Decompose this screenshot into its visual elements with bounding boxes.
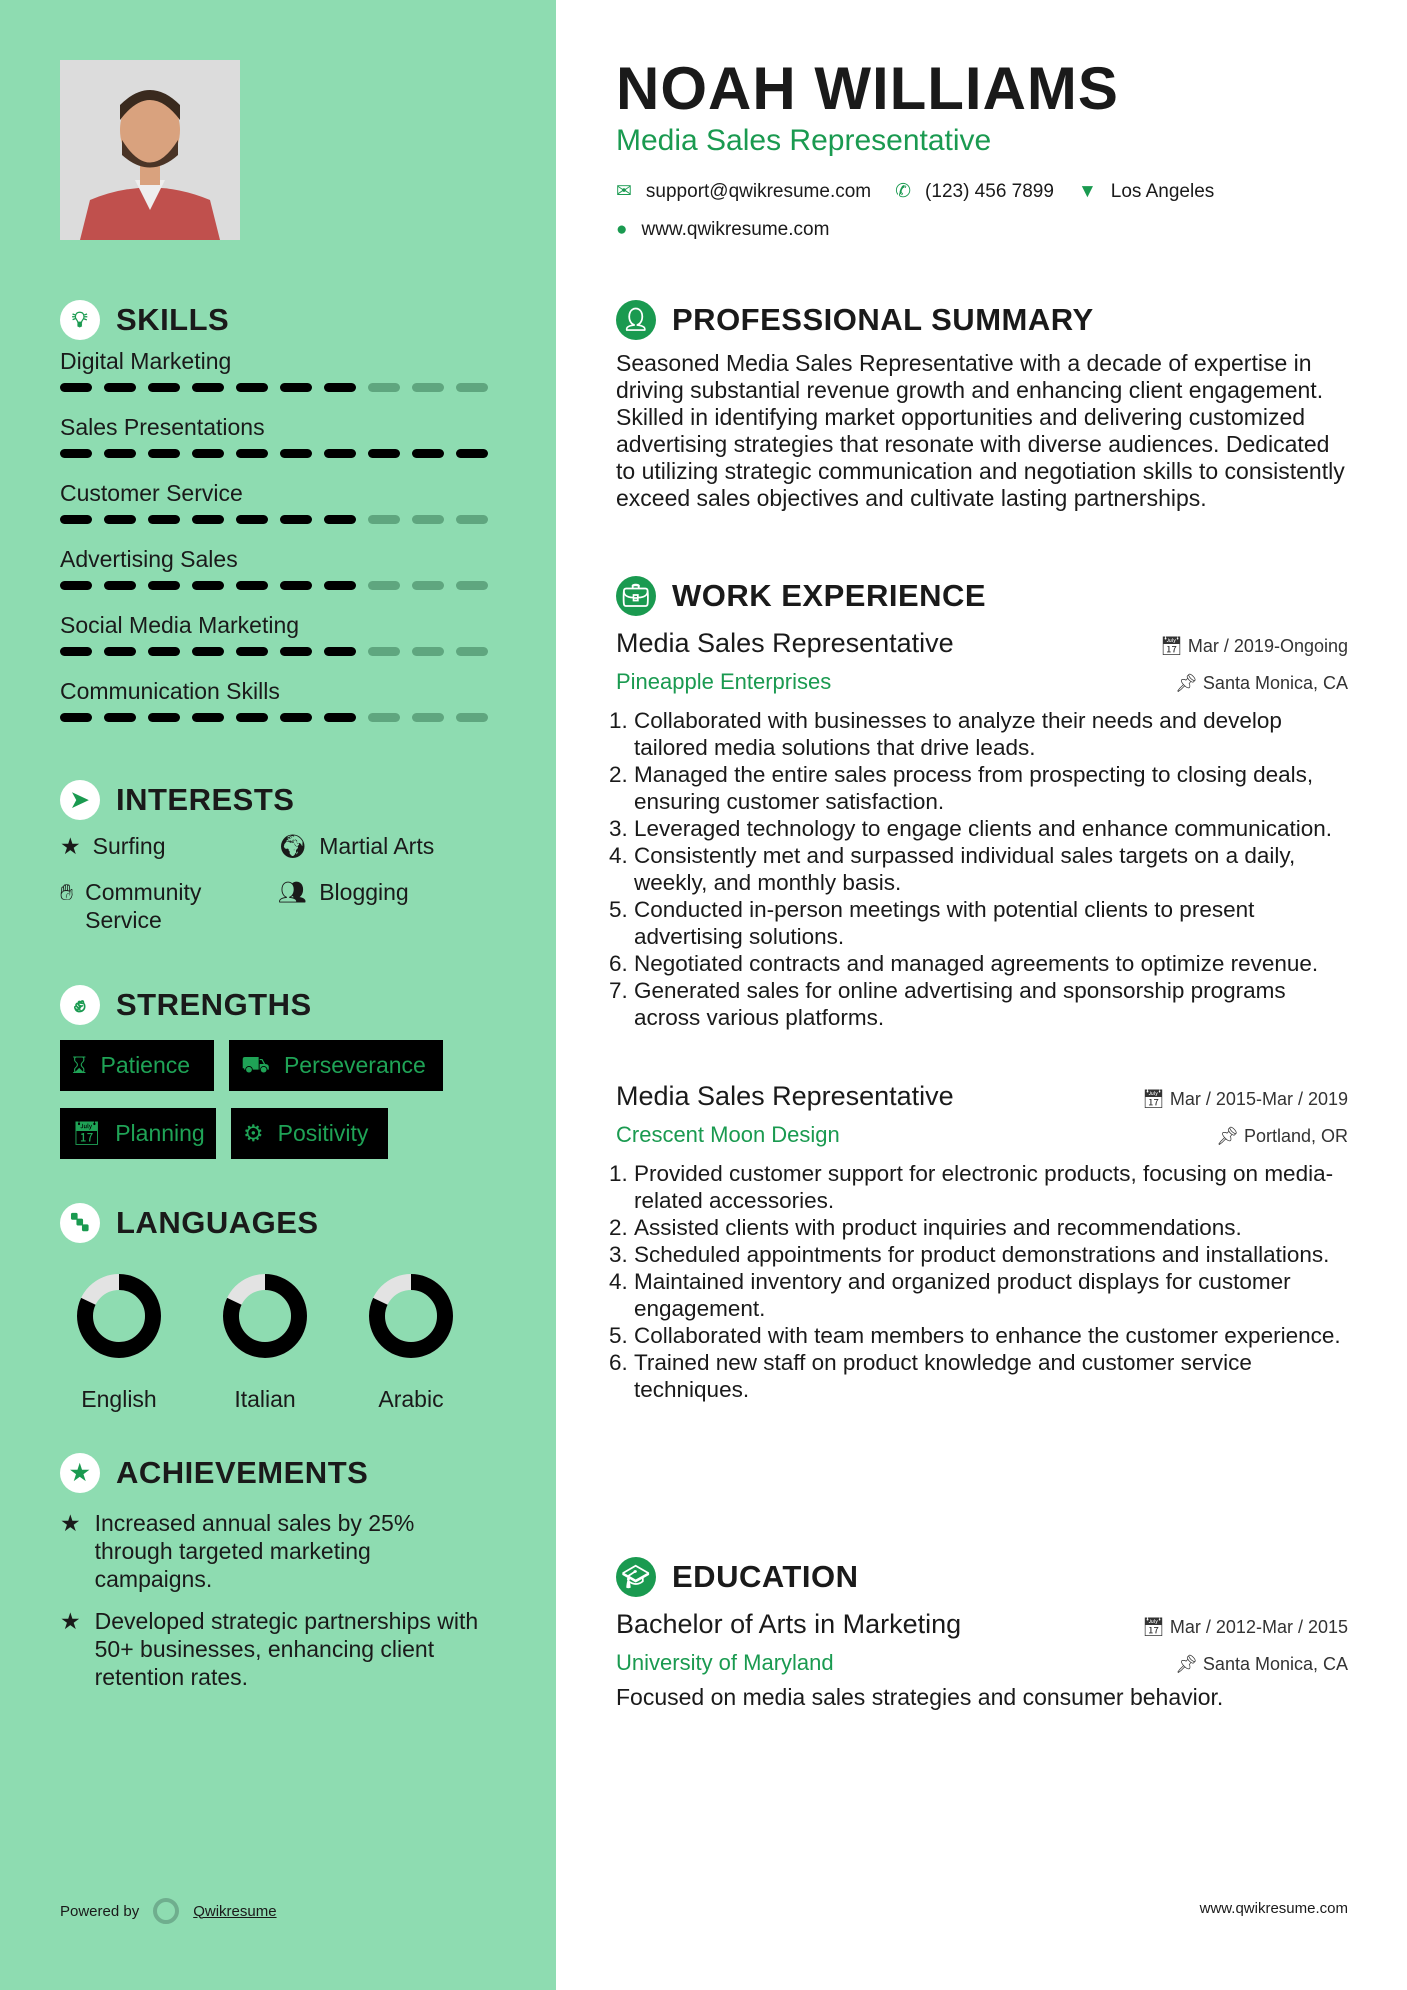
skill-dash <box>192 515 224 524</box>
skill-dash <box>280 713 312 722</box>
job-bullets <box>616 707 1348 1031</box>
language-item <box>195 1268 335 1413</box>
name: NOAH WILLIAMS <box>616 55 1119 122</box>
skill-dash <box>456 647 488 656</box>
skill-dash <box>192 383 224 392</box>
skill-dash <box>236 449 268 458</box>
skill-dash <box>280 515 312 524</box>
job-bullet: 4. Consistently met and surpassed individual sales targets on a daily, weekly, and monthly basis. <box>634 842 1348 896</box>
skill-dash <box>236 647 268 656</box>
phone-icon: ✆ <box>895 181 912 202</box>
job-bullet: 5. Conducted in-person meetings with potential clients to present advertising solutions. <box>634 896 1348 950</box>
website-row <box>616 219 1348 241</box>
skill-dash <box>104 713 136 722</box>
job-bullet: 3. Leveraged technology to engage clients and enhance communication. <box>634 815 1348 842</box>
job-dates: 📅︎ Mar / 2019-Ongoing <box>1160 636 1348 656</box>
interest-item: ★ Surfing <box>60 833 166 859</box>
job-bullet: 3. Scheduled appointments for product demonstrations and installations. <box>634 1241 1348 1268</box>
skill-dash <box>456 713 488 722</box>
qwikresume-logo-icon <box>153 1898 179 1924</box>
skill-label: Advertising Sales <box>60 546 238 572</box>
skill-dash <box>412 383 444 392</box>
skill-dash <box>236 383 268 392</box>
education-dates: 📅︎ Mar / 2012-Mar / 2015 <box>1142 1617 1348 1637</box>
skill-level-bar <box>60 515 510 524</box>
calendar-icon: 📅︎ <box>72 1120 102 1146</box>
calendar-icon: 📅︎ <box>1142 1089 1165 1109</box>
skill-label: Social Media Marketing <box>60 612 300 638</box>
skill-label: Customer Service <box>60 480 243 506</box>
achievements-section <box>60 1453 490 1705</box>
job-bullet: 6. Trained new staff on product knowledge and customer service techniques. <box>634 1349 1348 1403</box>
language-item <box>341 1268 481 1413</box>
strength-badge: 📅︎ Planning <box>60 1108 216 1159</box>
skill-level-bar <box>60 581 510 590</box>
skill-dash <box>236 515 268 524</box>
sun-icon: ⚙ <box>243 1120 264 1146</box>
languages-heading: 🔤︎ LANGUAGES <box>60 1203 319 1243</box>
skill-dash <box>104 383 136 392</box>
summary-heading: 👤︎ PROFESSIONAL SUMMARY <box>616 300 1348 340</box>
skill-dash <box>368 647 400 656</box>
skill-dash <box>148 383 180 392</box>
hourglass-icon: ⌛︎ <box>72 1052 87 1078</box>
job-bullet: 2. Assisted clients with product inquiries and recommendations. <box>634 1214 1348 1241</box>
interests-heading: ➤ INTERESTS <box>60 780 510 820</box>
job-bullet: 4. Maintained inventory and organized product displays for customer engagement. <box>634 1268 1348 1322</box>
skill-dash <box>412 713 444 722</box>
interest-item: ✋︎ Community Service <box>60 879 202 933</box>
road-icon: ⛟︎ <box>241 1050 270 1077</box>
job-title: Media Sales Representative <box>616 124 992 157</box>
education-section <box>616 1557 1348 1711</box>
interests-section <box>60 780 510 933</box>
skill-dash <box>236 713 268 722</box>
language-label: Arabic <box>378 1386 444 1412</box>
summary-text: Seasoned Media Sales Representative with a decade of expertise in driving substantial revenue growth and enhancing client engagement. Skilled in identifying market opportunities and delivering customized advertising strategies that resonate with diverse audiences. Dedicated to utilizing strategic communication and negotiation skills to consistently exceed sales objectives and cultivate lasting partnerships. <box>616 350 1345 511</box>
fist-icon: ✊︎ <box>60 985 100 1025</box>
skill-dash <box>148 647 180 656</box>
profile-photo <box>60 60 240 240</box>
job-bullet: 2. Managed the entire sales process from prospecting to closing deals, ensuring customer satisfaction. <box>634 761 1348 815</box>
education-location: 📌︎ Santa Monica, CA <box>1175 1654 1348 1674</box>
skill-dash <box>280 383 312 392</box>
skill-dash <box>456 449 488 458</box>
skill-dash <box>412 515 444 524</box>
email-link[interactable]: support@qwikresume.com <box>645 180 872 202</box>
experience-heading: 💼︎ WORK EXPERIENCE <box>616 576 1348 616</box>
achievement-item: ★ Increased annual sales by 25% through targeted marketing campaigns. <box>60 1510 415 1592</box>
company: Crescent Moon Design <box>616 1122 840 1147</box>
skill-dash <box>368 581 400 590</box>
header <box>616 56 1348 241</box>
language-donut <box>217 1268 313 1364</box>
star-icon: ★ <box>60 1608 81 1634</box>
pin-icon: 📌︎ <box>1175 673 1198 693</box>
job-title: Media Sales Representative <box>616 1081 954 1111</box>
skill-level-bar <box>60 647 510 656</box>
skill-label: Communication Skills <box>60 678 280 704</box>
interest-item: 🌍︎ Martial Arts <box>278 833 435 859</box>
skill-label: Sales Presentations <box>60 414 265 440</box>
users-icon: 👥︎ <box>278 879 308 905</box>
skill-dash <box>104 449 136 458</box>
graduation-icon: 🎓︎ <box>616 1557 656 1597</box>
skill-dash <box>148 713 180 722</box>
skill-dash <box>192 449 224 458</box>
skill-dash <box>104 515 136 524</box>
degree: Bachelor of Arts in Marketing <box>616 1609 962 1639</box>
language-label: Italian <box>234 1386 296 1412</box>
language-item <box>49 1268 189 1413</box>
footer-website[interactable]: www.qwikresume.com <box>1199 1900 1348 1917</box>
school: University of Maryland <box>616 1650 834 1675</box>
skill-dash <box>456 515 488 524</box>
globe-icon: ● <box>616 219 628 240</box>
skill-dash <box>368 713 400 722</box>
skill-dash <box>368 383 400 392</box>
hand-icon: ✋︎ <box>60 879 74 905</box>
skill-dash <box>412 647 444 656</box>
strength-badge: ⛟︎ Perseverance <box>229 1040 443 1091</box>
summary-section <box>616 300 1348 512</box>
pin-icon: 📌︎ <box>1216 1126 1239 1146</box>
skill-dash <box>412 581 444 590</box>
job-bullet: 7. Generated sales for online advertising and sponsorship programs across various platforms. <box>634 977 1348 1031</box>
skill-label: Digital Marketing <box>60 348 232 374</box>
job-location: 📌︎ Santa Monica, CA <box>1175 673 1348 693</box>
interest-item: 👥︎ Blogging <box>278 879 409 905</box>
language-donut <box>363 1268 459 1364</box>
skill-dash <box>148 449 180 458</box>
skill-dash <box>60 713 92 722</box>
language-donut <box>71 1268 167 1364</box>
company: Pineapple Enterprises <box>616 669 832 694</box>
skill-dash <box>60 515 92 524</box>
skill-dash <box>368 515 400 524</box>
education-text: Focused on media sales strategies and consumer behavior. <box>616 1684 1224 1710</box>
website-link[interactable]: www.qwikresume.com <box>641 219 830 240</box>
calendar-icon: 📅︎ <box>1160 636 1183 656</box>
skill-dash <box>324 383 356 392</box>
qwikresume-link[interactable]: Qwikresume <box>193 1902 277 1920</box>
globe-icon: 🌍︎ <box>278 833 308 859</box>
job-entry <box>616 628 1348 1031</box>
skill-dash <box>324 449 356 458</box>
star-icon: ★ <box>60 833 81 859</box>
job-title: Media Sales Representative <box>616 628 954 658</box>
skill-dash <box>456 383 488 392</box>
star-icon: ★ <box>60 1510 81 1536</box>
skill-dash <box>60 383 92 392</box>
location: Los Angeles <box>1110 180 1215 202</box>
skill-dash <box>324 713 356 722</box>
language-label: English <box>81 1386 157 1412</box>
skill-dash <box>148 581 180 590</box>
achievements-heading: ★ ACHIEVEMENTS <box>60 1453 490 1493</box>
translate-icon: 🔤︎ <box>60 1203 100 1243</box>
strength-badge: ⚙ Positivity <box>231 1108 388 1159</box>
skill-dash <box>280 581 312 590</box>
skill-dash <box>324 515 356 524</box>
skill-dash <box>60 449 92 458</box>
skills-heading: 💡︎ SKILLS <box>60 300 510 340</box>
skill-dash <box>104 647 136 656</box>
education-heading: 🎓︎ EDUCATION <box>616 1557 1348 1597</box>
job-entry <box>616 1081 1348 1403</box>
job-bullet: 1. Collaborated with businesses to analyze their needs and develop tailored media solutions that drive leads. <box>634 707 1348 761</box>
user-icon: 👤︎ <box>616 300 656 340</box>
skill-dash <box>60 581 92 590</box>
skill-dash <box>192 713 224 722</box>
location-icon: ▼ <box>1077 180 1097 202</box>
contact-row <box>616 180 1348 203</box>
paper-plane-icon: ➤ <box>60 780 100 820</box>
job-bullets <box>616 1160 1348 1403</box>
achievement-item: ★ Developed strategic partnerships with 50+ businesses, enhancing client retention rates. <box>60 1608 479 1690</box>
strengths-heading: ✊︎ STRENGTHS <box>60 985 312 1025</box>
skill-dash <box>280 647 312 656</box>
skill-dash <box>368 449 400 458</box>
skill-dash <box>148 515 180 524</box>
star-badge-icon: ★ <box>60 1453 100 1493</box>
skill-dash <box>280 449 312 458</box>
skills-list <box>60 348 510 722</box>
skill-level-bar <box>60 449 510 458</box>
skill-dash <box>324 581 356 590</box>
skill-dash <box>412 449 444 458</box>
experience-section <box>616 576 1348 1453</box>
skill-dash <box>192 647 224 656</box>
skill-dash <box>60 647 92 656</box>
skill-dash <box>236 581 268 590</box>
job-bullet: 1. Provided customer support for electronic products, focusing on media-related accessories. <box>634 1160 1348 1214</box>
skill-dash <box>324 647 356 656</box>
job-bullet: 5. Collaborated with team members to enhance the customer experience. <box>634 1322 1348 1349</box>
email-icon: ✉ <box>616 181 632 202</box>
skill-dash <box>104 581 136 590</box>
powered-by: Powered by Qwikresume <box>60 1898 277 1924</box>
skills-section <box>60 300 510 744</box>
briefcase-icon: 💼︎ <box>616 576 656 616</box>
lightbulb-icon: 💡︎ <box>60 300 100 340</box>
skill-dash <box>456 581 488 590</box>
job-bullet: 6. Negotiated contracts and managed agreements to optimize revenue. <box>634 950 1348 977</box>
job-location: 📌︎ Portland, OR <box>1216 1126 1348 1146</box>
phone: (123) 456 7899 <box>925 180 1054 202</box>
skill-level-bar <box>60 383 510 392</box>
strength-badge: ⌛︎ Patience <box>60 1040 214 1091</box>
skill-dash <box>192 581 224 590</box>
job-dates: 📅︎ Mar / 2015-Mar / 2019 <box>1142 1089 1348 1109</box>
skill-level-bar <box>60 713 510 722</box>
